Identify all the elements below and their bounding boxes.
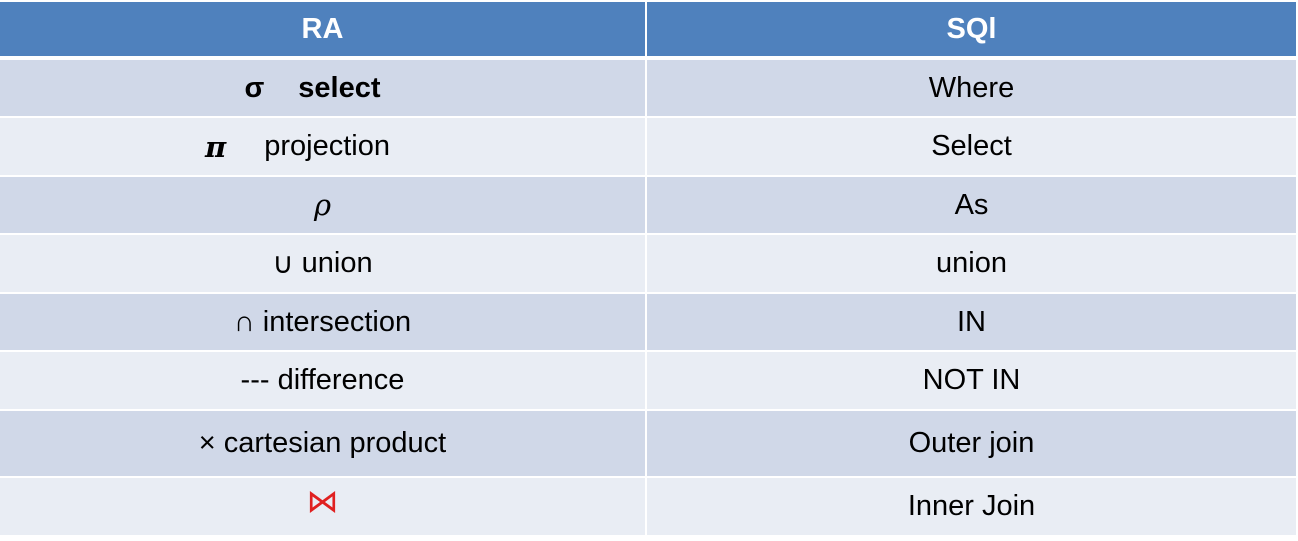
sql-cell: NOT IN <box>922 364 1021 396</box>
sigma-symbol: σ <box>244 71 265 104</box>
table-row <box>0 235 1296 294</box>
ra-cell <box>0 352 647 409</box>
sql-cell: As <box>954 188 989 221</box>
ra-label: select <box>298 71 381 104</box>
union-symbol: ∪ <box>272 248 294 280</box>
ra-label: projection <box>264 130 390 162</box>
intersection-symbol: ∩ <box>233 305 255 338</box>
ra-label: union <box>301 247 373 279</box>
ra-cell <box>0 60 647 116</box>
ra-cell <box>0 177 647 233</box>
sql-cell: Where <box>928 71 1015 104</box>
table-header-row <box>0 2 1296 60</box>
table-row <box>0 60 1296 118</box>
ra-cell <box>0 118 647 175</box>
table-row <box>0 478 1296 537</box>
sql-cell: Outer join <box>908 427 1035 459</box>
ra-label: intersection <box>262 305 412 338</box>
times-symbol: × <box>198 427 216 459</box>
ra-cell <box>0 411 647 476</box>
table-row <box>0 294 1296 352</box>
table-row <box>0 352 1296 411</box>
ra-cell <box>0 478 647 535</box>
table-row <box>0 411 1296 478</box>
ra-label: cartesian product <box>223 427 447 459</box>
rho-symbol: ρ <box>313 188 332 222</box>
bowtie-join-icon: ⋈ <box>306 482 339 520</box>
pi-symbol: π <box>205 129 227 164</box>
table-row <box>0 177 1296 235</box>
table-row <box>0 118 1296 177</box>
ra-sql-table <box>0 2 1296 537</box>
difference-symbol: --- <box>240 364 270 396</box>
ra-label: difference <box>277 364 405 396</box>
sql-cell: union <box>936 247 1007 279</box>
sql-cell: Select <box>931 130 1012 162</box>
sql-cell: IN <box>957 305 986 338</box>
ra-cell <box>0 294 647 350</box>
header-ra: RA <box>0 2 647 56</box>
sql-cell: Inner Join <box>907 490 1036 522</box>
ra-cell <box>0 235 647 292</box>
header-sql: SQl <box>946 12 997 45</box>
